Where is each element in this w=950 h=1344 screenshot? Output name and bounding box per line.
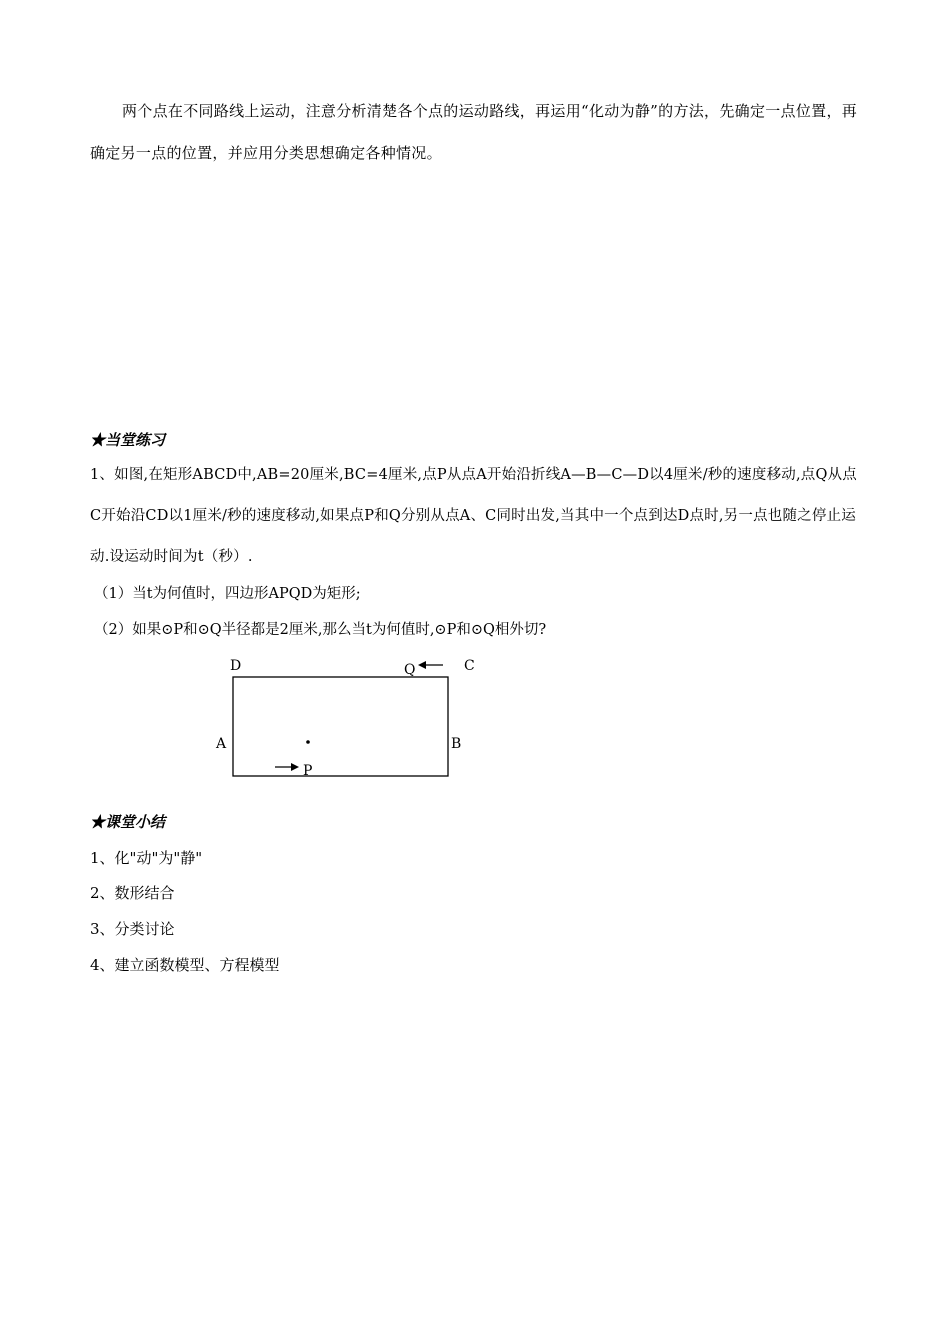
summary-item: 2、数形结合 (90, 884, 175, 902)
intro-paragraph: 两个点在不同路线上运动，注意分析清楚各个点的运动路线，再运用“化动为静”的方法，先确定一点位置，再确定另一点的位置，并应用分类思想确定各种情况。 (90, 102, 858, 162)
summary-item: 1、化"动"为"静" (90, 849, 203, 867)
summary-item: 3、分类讨论 (90, 920, 175, 938)
practice-problem-1: 1、如图,在矩形ABCD中,AB=20厘米,BC=4厘米,点P从点A开始沿折线A—B—C—D以4厘米/秒的速度移动,点Q从点C开始沿CD以1厘米/秒的速度移动,如果点P和Q分别从点A、C同时出发,当其中一个点到达D点时,另一点也随之停止运动.设运动时间为t（秒）. (90, 467, 857, 565)
arrow-p-head (291, 763, 299, 771)
vertex-label-b: B (451, 736, 462, 752)
point-label-q: Q (404, 662, 416, 678)
problem-question-2: （2）如果⊙P和⊙Q半径都是2厘米,那么当t为何值时,⊙P和⊙Q相外切? (94, 622, 547, 638)
point-label-p: P (303, 763, 313, 779)
practice-heading: ★当堂练习 (90, 431, 166, 449)
arrow-q-head (418, 661, 426, 669)
rectangle-abcd (233, 677, 448, 776)
problem-question-1: （1）当t为何值时，四边形APQD为矩形; (94, 586, 361, 602)
rectangle-figure (205, 650, 485, 785)
center-dot (306, 740, 310, 744)
summary-heading: ★课堂小结 (90, 813, 166, 831)
vertex-label-d: D (230, 658, 242, 674)
summary-item: 4、建立函数模型、方程模型 (90, 956, 280, 974)
vertex-label-a: A (216, 736, 227, 752)
vertex-label-c: C (464, 658, 475, 674)
